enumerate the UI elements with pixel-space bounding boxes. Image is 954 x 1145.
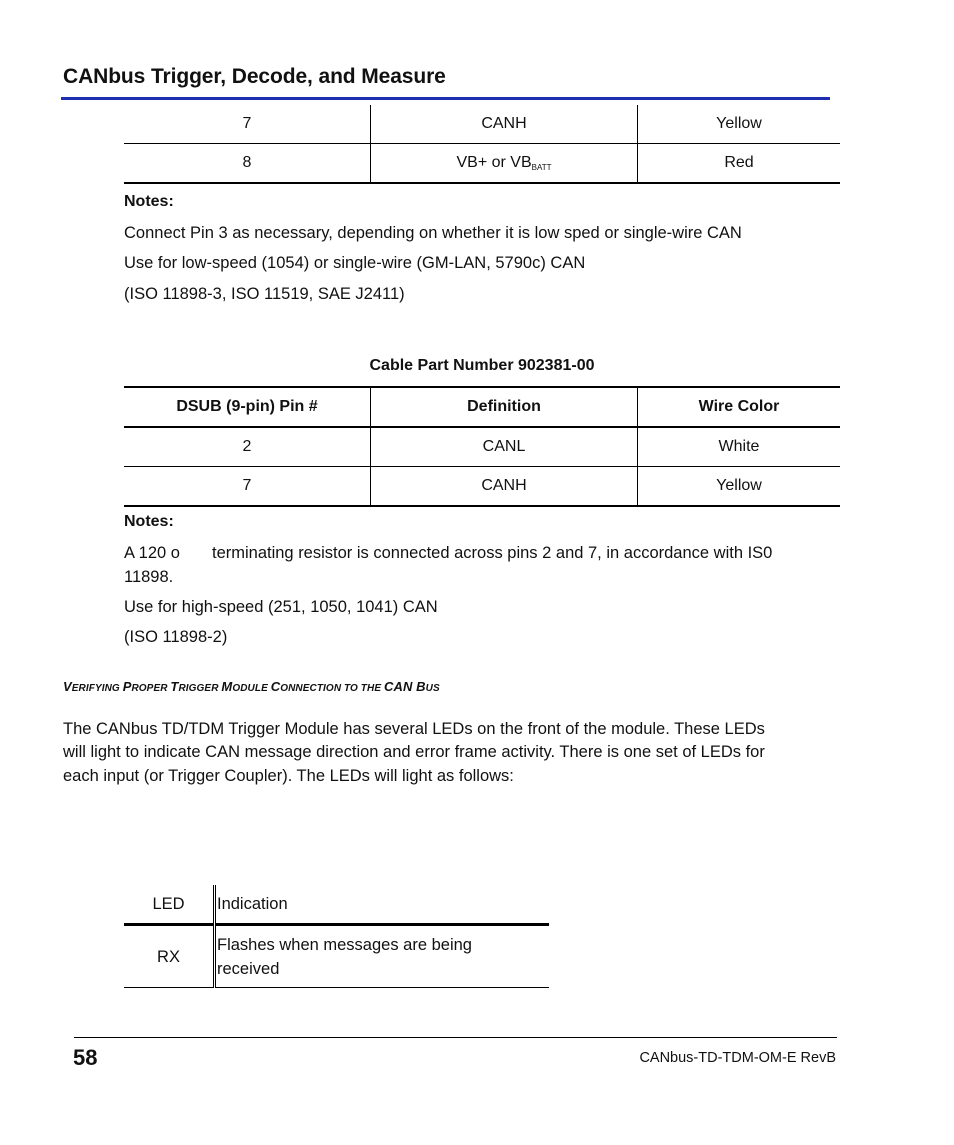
dsub-pinout-table [124,386,840,507]
definition-cell [371,144,638,184]
note-line: 11898. [124,568,174,586]
column-header: DSUB (9-pin) Pin # [124,387,371,427]
wire-color-cell: Red [638,144,841,184]
heading-smallcaps: ODULE [232,683,271,694]
note-line: Connect Pin 3 as necessary, depending on whether it is low sped or single-wire CAN [124,224,742,242]
definition-cell: CANH [371,105,638,144]
note-fragment: A 120 o [124,544,180,562]
table-row [124,467,840,507]
heading-smallcaps: US [425,683,440,694]
body-line: will light to indicate CAN message direction and error frame activity. There is one set of LEDs for [63,743,765,761]
indication-cell [215,925,550,988]
note-line [124,541,772,565]
heading-cap: M [221,679,233,694]
heading-smallcaps: RIGGER [178,683,222,694]
table-row [124,144,840,184]
column-header: LED [124,885,215,925]
pin-cell: 2 [124,427,371,467]
note-line: Use for low-speed (1054) or single-wire (GM-LAN, 5790c) CAN [124,254,586,272]
column-header: Indication [215,885,550,925]
heading-cap: P [122,679,132,694]
notes-label: Notes: [124,513,174,530]
heading-cap: C [270,679,281,694]
notes-label: Notes: [124,193,174,210]
heading-cap: CAN B [383,679,426,694]
column-header: Definition [371,387,638,427]
note-fragment: terminating resistor is connected across pins 2 and 7, in accordance with IS0 [211,544,773,562]
table-row [124,925,549,988]
table-header-row [124,387,840,427]
heading-cap: T [170,679,179,694]
wire-color-cell: Yellow [638,105,841,144]
indication-line: Flashes when messages are being [217,935,472,954]
body-line: each input (or Trigger Coupler). The LEDs will light as follows: [63,767,514,785]
wire-color-cell: White [638,427,841,467]
table-header-row [124,885,549,925]
document-id: CANbus-TD-TDM-OM-E RevB [639,1050,836,1066]
definition-cell: CANH [371,467,638,507]
led-indication-table [124,885,549,988]
table-row [124,105,840,144]
heading-smallcaps: ONNECTION TO THE [280,683,384,694]
pin-cell: 7 [124,105,371,144]
header-rule [61,97,830,100]
footer-rule [74,1037,837,1038]
section-heading [63,679,440,694]
note-line: (ISO 11898-2) [124,628,228,646]
pin-cell: 8 [124,144,371,184]
note-line: (ISO 11898-3, ISO 11519, SAE J2411) [124,285,405,303]
page-header-title: CANbus Trigger, Decode, and Measure [63,65,446,88]
definition-main: VB+ or VB [456,154,532,171]
definition-subscript: BATT [531,163,552,172]
led-cell: RX [124,925,215,988]
table-row [124,427,840,467]
note-line: Use for high-speed (251, 1050, 1041) CAN [124,598,438,616]
heading-smallcaps: ERIFYING [71,683,123,694]
heading-smallcaps: ROPER [131,683,171,694]
definition-cell: CANL [371,427,638,467]
column-header: Wire Color [638,387,841,427]
pinout-table-continued [124,105,840,184]
wire-color-cell: Yellow [638,467,841,507]
table-caption: Cable Part Number 902381-00 [369,357,595,374]
page-number: 58 [73,1045,98,1070]
heading-cap: V [63,679,72,694]
indication-line: received [217,959,280,978]
pin-cell: 7 [124,467,371,507]
body-line: The CANbus TD/TDM Trigger Module has several LEDs on the front of the module. These LEDs [63,720,765,738]
